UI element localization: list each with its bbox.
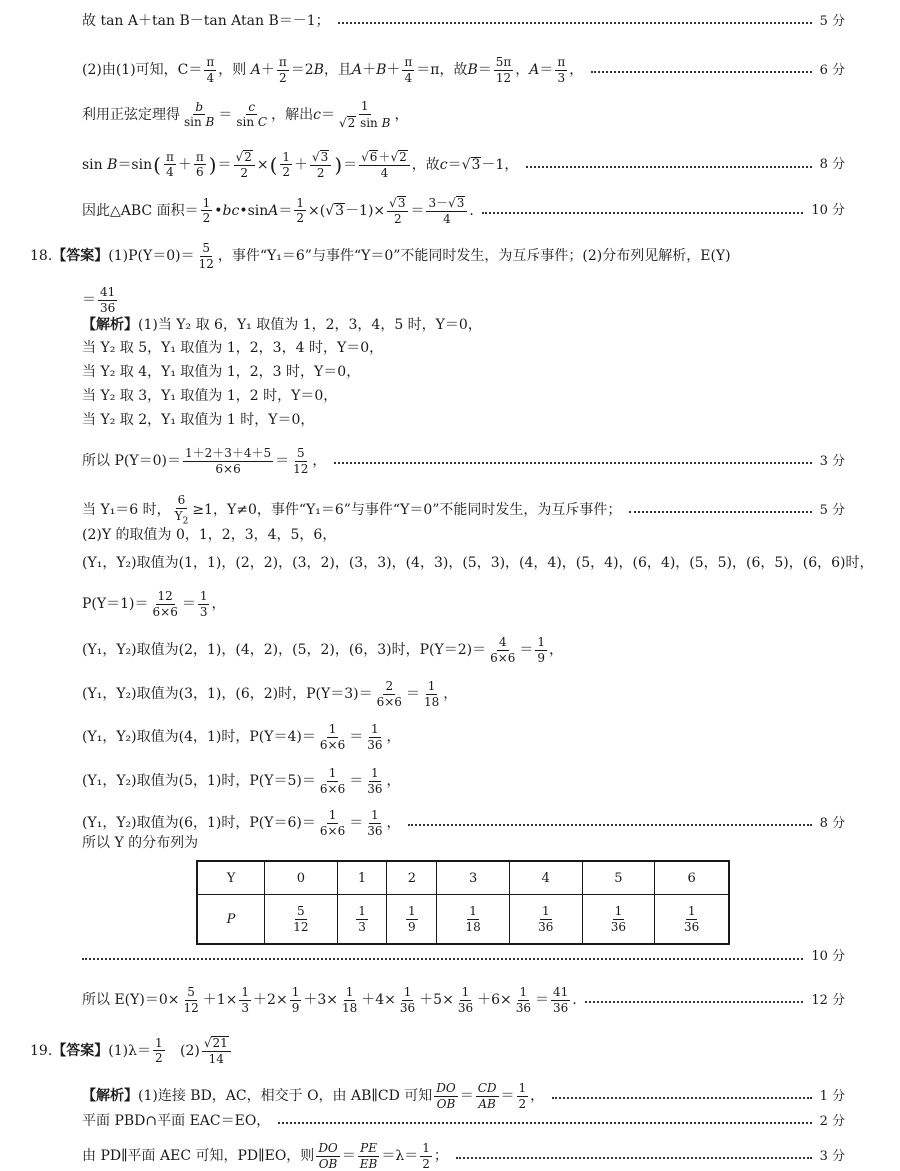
table-cell: 6 — [655, 861, 729, 895]
analysis-p5: (Y₁，Y₂)取值为(5，1)时，P(Y＝5)＝ $\frac{1}{6\times 6}$ ＝ $\frac{1}{36}$ ， — [82, 766, 401, 796]
score: 5 分 — [819, 13, 845, 29]
table-row — [197, 861, 729, 895]
analysis-line-1: 【解析】 (1)当 Y₂ 取 6，Y₁ 取值为 1，2，3，4，5 时，Y＝0， — [82, 317, 482, 333]
score: 3 分 — [819, 1148, 845, 1164]
leader-dots — [526, 166, 811, 168]
distribution-table — [196, 860, 730, 945]
analysis-line-5: 当 Y₂ 取 2，Y₁ 取值为 1 时，Y＝0， — [82, 412, 315, 428]
score: 8 分 — [819, 815, 845, 831]
table-cell: $\frac{1}{36}$ — [582, 895, 655, 945]
analysis-p2: (Y₁，Y₂)取值为(2，1)，(4，2)，(5，2)，(6，3)时，P(Y＝2)＝ $\frac{4}{6\times 6}$ ＝ $\frac{1}{9}$ ， — [82, 635, 564, 665]
leader-dots — [338, 22, 812, 24]
line-sin-b — [82, 150, 845, 179]
table-cell: 0 — [265, 861, 338, 895]
analysis-values: (2)Y 的取值为 0，1，2，3，4，5，6， — [82, 527, 337, 543]
analysis19-line-2: 平面 PBD∩平面 EAC＝EO， 2 分 — [82, 1113, 845, 1129]
formula: 利用正弦定理得 $\frac{b}{\text{sin B}}$ ＝ $\frac{c}{\text{sin C}}$ ，解出 c ＝ 1 √ 2 sin B ， — [82, 99, 409, 130]
analysis-line-3: 当 Y₂ 取 4，Y₁ 取值为 1，2，3 时，Y＝0， — [82, 364, 361, 380]
formula: 18. 【答案】 (1)P(Y＝0)＝ $\frac{5}{12}$ ，事件“Y₁＝6”与事件“Y＝0”不能同时发生，为互斥事件；(2)分布列见解析，E(Y) — [30, 241, 731, 271]
leader-dots — [408, 824, 811, 826]
table-cell: 4 — [509, 861, 582, 895]
leader-dots — [82, 958, 803, 960]
analysis19-line-1: 【解析】 (1)连接 BD，AC，相交于 O，由 AB∥CD 可知 $\frac{DO}{OB}$ ＝ $\frac{CD}{AB}$ ＝ $\frac{1}{2}$ ， 1 分 — [82, 1081, 845, 1111]
table-cell: $\frac{1}{18}$ — [437, 895, 510, 945]
table-cell: 2 — [387, 861, 437, 895]
score: 5 分 — [819, 502, 845, 518]
analysis-p6: (Y₁，Y₂)取值为(6，1)时，P(Y＝6)＝ $\frac{1}{6\times 6}$ ＝ $\frac{1}{36}$ ， 8 分 — [82, 808, 845, 838]
analysis-p4: (Y₁，Y₂)取值为(4，1)时，P(Y＝4)＝ $\frac{1}{6\times 6}$ ＝ $\frac{1}{36}$ ， — [82, 722, 401, 752]
table-cell: $\frac{1}{3}$ — [337, 895, 387, 945]
leader-dots — [591, 71, 811, 73]
analysis-line-2: 当 Y₂ 取 5，Y₁ 取值为 1，2，3，4 时，Y＝0， — [82, 340, 384, 356]
leader-dots — [552, 1097, 811, 1099]
score: 12 分 — [811, 992, 845, 1008]
table-cell: $\frac{1}{9}$ — [387, 895, 437, 945]
score: 3 分 — [819, 453, 845, 469]
table-cell: P — [197, 895, 265, 945]
line-sine-rule — [82, 100, 845, 129]
formula: ＝ $\frac{41}{36}$ — [82, 285, 116, 315]
formula: (2)由(1)可知，C＝ $\frac{\pi}{4}$ ，则 A ＋ $\frac{\pi}{2}$ ＝2 B ，且 A ＋ B ＋ $\frac{\pi}{4}$ ＝π，故 B ＝ $\frac{5\pi}{12}$ ， A ＝ $\frac{\pi}{3}$ ， — [82, 55, 584, 85]
analysis-line-4: 当 Y₂ 取 3，Y₁ 取值为 1，2 时，Y＝0， — [82, 388, 338, 404]
formula: 因此△ABC 面积＝ $\frac{1}{2}$ • bc •sin A ＝ $\frac{1}{2}$ ×( √ 3 －1)× √ 3 2 ＝ 3－√ 3 4 . — [82, 195, 474, 226]
leader-dots — [585, 1001, 804, 1003]
analysis-dist-intro: 所以 Y 的分布列为 — [82, 835, 199, 851]
analysis-p1: P(Y＝1)＝ $\frac{12}{6\times 6}$ ＝ $\frac{1}{3}$ ， — [82, 589, 226, 619]
score: 1 分 — [819, 1088, 845, 1104]
analysis-p3: (Y₁，Y₂)取值为(3，1)，(6，2)时，P(Y＝3)＝ $\frac{2}{6\times 6}$ ＝ $\frac{1}{18}$ ， — [82, 679, 458, 709]
score: 10 分 — [811, 203, 845, 219]
table-cell: $\frac{1}{36}$ — [509, 895, 582, 945]
score: 6 分 — [819, 62, 845, 78]
leader-dots — [278, 1122, 811, 1124]
score: 8 分 — [819, 157, 845, 173]
q18-answer-cont — [82, 286, 845, 314]
table-cell: 3 — [437, 861, 510, 895]
table-cell: 1 — [337, 861, 387, 895]
leader-dots — [334, 462, 811, 464]
analysis-pairs-1: (Y₁，Y₂)取值为(1，1)，(2，2)，(3，2)，(3，3)，(4，3)，(5，3)，(4，4)，(5，4)，(6，4)，(5，5)，(6，5)，(6，6)时， — [82, 555, 874, 571]
leader-dots — [456, 1157, 812, 1159]
analysis-table-score — [82, 950, 845, 963]
line-tan-sum — [82, 14, 845, 28]
analysis-expectation: 所以 E(Y)＝0× $\frac{5}{12}$ ＋1× $\frac{1}{3}$ ＋2× $\frac{1}{9}$ ＋3× $\frac{1}{18}$ ＋4× $\frac{1}{36}$ ＋5× $\frac{1}{36}$ ＋6× $\frac{1}{36}$ ＝ $\frac{41}{36}$ . 12 分 — [82, 985, 845, 1015]
line-area — [82, 196, 845, 225]
analysis-p0: 所以 P(Y＝0)＝ $\frac{1+2+3+4+5}{6\times 6}$ ＝ $\frac{5}{12}$ ， 3 分 — [82, 446, 845, 476]
score: 10 分 — [811, 949, 845, 964]
score: 2 分 — [819, 1113, 845, 1129]
table-cell: $\frac{1}{36}$ — [655, 895, 729, 945]
leader-dots — [629, 511, 811, 513]
table-cell: 5 — [582, 861, 655, 895]
table-cell: Y — [197, 861, 265, 895]
table-cell: $\frac{5}{12}$ — [265, 895, 338, 945]
text: 故 tan A＋tan B－tan Atan B＝－1； — [82, 13, 330, 29]
table-row — [197, 895, 729, 945]
analysis-mutual-exclusive: 当 Y₁＝6 时， $\frac{6}{Y_2}$ ≥1，Y≠0，事件“Y₁＝6”与事件“Y＝0”不能同时发生，为互斥事件； 5 分 — [82, 493, 845, 526]
q18-answer — [30, 242, 845, 270]
q19-answer: 19. 【答案】 (1)λ＝ $\frac{1}{2}$ (2) √ 21 14 — [30, 1036, 845, 1065]
leader-dots — [482, 212, 803, 214]
line-angles — [82, 56, 845, 84]
formula: sin B ＝sin ( $\frac{\pi}{4}$ ＋ $\frac{\pi}{6}$ ) ＝ √ 2 2 × ( $\frac{1}{2}$ ＋ √ 3 2 ) ＝ √ 6 ＋√ 2 4 ，故 c ＝ √ 3 －1， — [82, 149, 519, 180]
analysis19-line-3: 由 PD∥平面 AEC 可知，PD∥EO，则 $\frac{DO}{OB}$ ＝ $\frac{PE}{EB}$ ＝λ＝ $\frac{1}{2}$ ； 3 分 — [82, 1141, 845, 1171]
